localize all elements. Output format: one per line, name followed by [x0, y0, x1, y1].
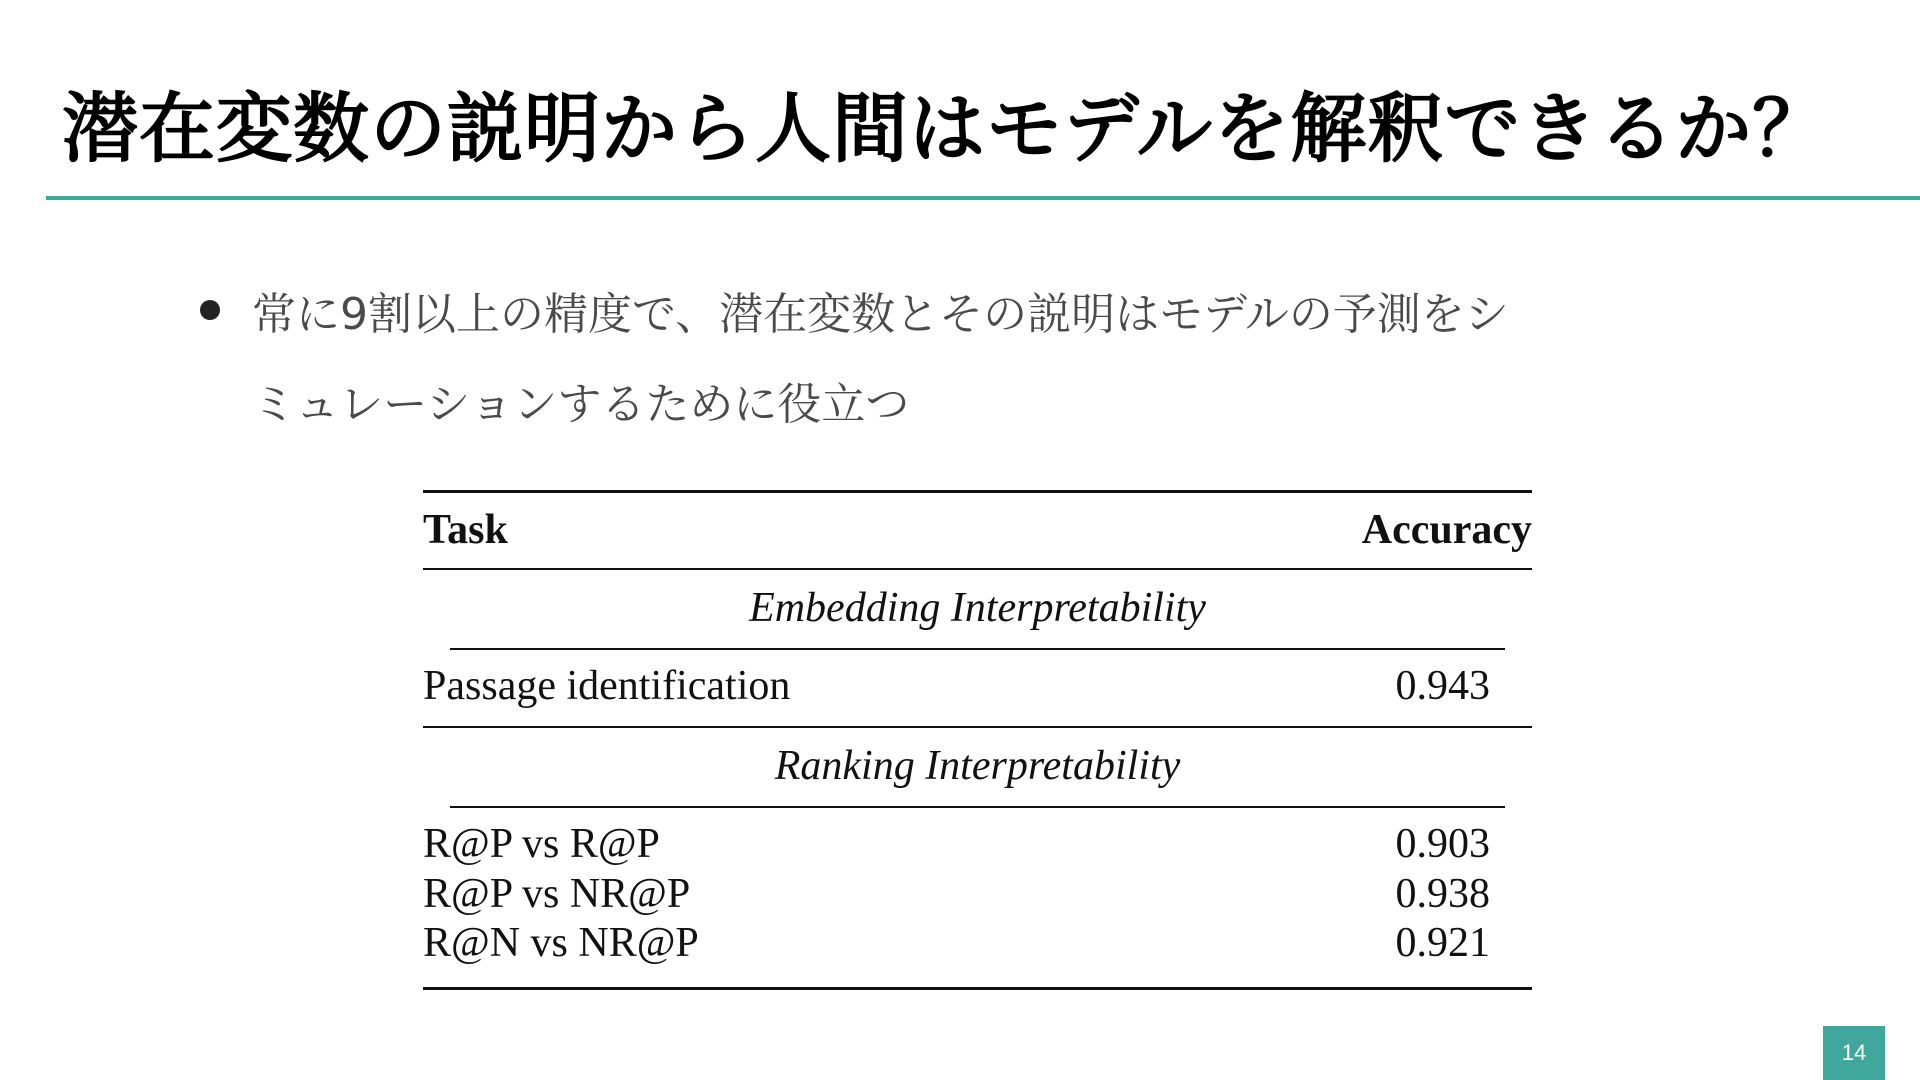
- row-accuracy: 0.943: [1395, 663, 1490, 709]
- row-task: R@P vs NR@P: [423, 871, 691, 917]
- page-number-badge: 14: [1823, 1026, 1885, 1080]
- bullet-line-1: 常に9割以上の精度で、潜在変数とその説明はモデルの予測をシ: [252, 289, 1509, 340]
- header-rule: [423, 568, 1532, 570]
- table-top-rule: [423, 490, 1532, 493]
- bullet-text: [252, 270, 1702, 450]
- mid-rule: [423, 726, 1532, 728]
- header-accuracy: Accuracy: [1361, 507, 1532, 553]
- section-rule-ranking: [450, 806, 1505, 808]
- header-task: Task: [423, 507, 508, 553]
- row-task: R@P vs R@P: [423, 821, 660, 867]
- title-underline: [46, 196, 1920, 200]
- bullet-line-2: ミュレーションするために役立つ: [252, 379, 910, 430]
- section-title-embedding: Embedding Interpretability: [749, 585, 1206, 631]
- bullet-dot-icon: [200, 300, 220, 320]
- section-rule-embedding: [450, 648, 1505, 650]
- row-task: Passage identification: [423, 663, 791, 709]
- row-accuracy: 0.938: [1395, 871, 1490, 917]
- section-title-ranking: Ranking Interpretability: [774, 743, 1181, 789]
- row-accuracy: 0.921: [1395, 920, 1490, 966]
- row-task: R@N vs NR@P: [423, 920, 699, 966]
- table-bottom-rule: [423, 987, 1532, 990]
- row-accuracy: 0.903: [1395, 821, 1490, 867]
- slide-title: 潜在変数の説明から人間はモデルを解釈できるか？: [62, 84, 1830, 173]
